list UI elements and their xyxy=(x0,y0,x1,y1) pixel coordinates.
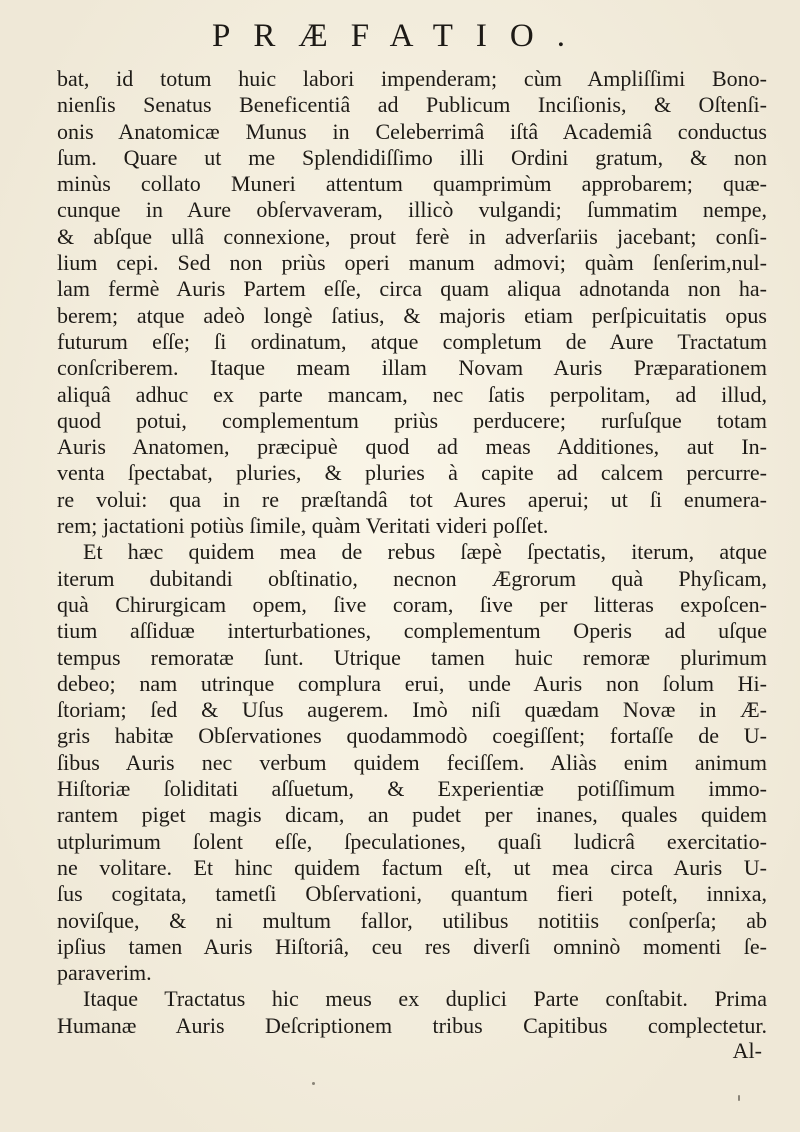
text-line: Auris Anatomen, præcipuè quod ad meas Additiones, aut In- xyxy=(57,434,767,460)
text-line: debeo; nam utrinque complura erui, unde Auris non ſolum Hi- xyxy=(57,670,767,696)
text-line: minùs collato Muneri attentum quamprimùm approbarem; quæ- xyxy=(57,171,767,197)
text-line: lium cepi. Sed non priùs operi manum admovi; quàm ſenſerim,nul- xyxy=(57,250,767,276)
text-line: iterum dubitandi obſtinatio, necnon Ægrorum quà Phyſicam, xyxy=(57,565,767,591)
text-line: rem; jactationi potiùs ſimile, quàm Veritati videri poſſet. xyxy=(57,513,549,539)
text-line: ſum. Quare ut me Splendidiſſimo illi Ordini gratum, & non xyxy=(57,144,767,170)
text-line: tium aſſiduæ interturbationes, complementum Operis ad uſque xyxy=(57,618,767,644)
text-line: ſibus Auris nec verbum quidem feciſſem. Aliàs enim animum xyxy=(57,749,767,775)
text-line: onis Anatomicæ Munus in Celeberrimâ iſtâ Academiâ conductus xyxy=(57,118,767,144)
text-line: Et hæc quidem mea de rebus ſæpè ſpectatis, iterum, atque xyxy=(83,539,767,565)
text-line: nienſis Senatus Beneficentiâ ad Publicum Inciſionis, & Oſtenſi- xyxy=(57,92,767,118)
text-line: ne volitare. Et hinc quidem factum eſt, ut mea circa Auris U- xyxy=(57,854,767,880)
text-line: Itaque Tractatus hic meus ex duplici Parte conſtabit. Prima xyxy=(83,986,767,1012)
text-line: cunque in Aure obſervaveram, illicò vulgandi; ſummatim nempe, xyxy=(57,197,767,223)
text-line: quod potui, complementum priùs perducere; rurſuſque totam xyxy=(57,407,767,433)
paper-speck xyxy=(312,1082,315,1085)
body-text xyxy=(57,66,767,1039)
text-line: gris habitæ Obſervationes quodammodò coegiſſent; fortaſſe de U- xyxy=(57,723,767,749)
text-line: ipſius tamen Auris Hiſtoriâ, ceu res diverſi omninò momenti ſe- xyxy=(57,933,767,959)
running-head: PRÆFATIO. xyxy=(211,18,588,54)
paper-speck xyxy=(738,1095,740,1101)
text-line: utplurimum ſolent eſſe, ſpeculationes, quaſi ludicrâ exercitatio- xyxy=(57,828,767,854)
text-line: conſcriberem. Itaque meam illam Novam Auris Præparationem xyxy=(57,355,767,381)
text-line: Humanæ Auris Deſcriptionem tribus Capitibus complectetur. xyxy=(57,1012,767,1038)
text-line: Hiſtoriæ ſoliditati aſſuetum, & Experientiæ potiſſimum immo- xyxy=(57,776,767,802)
text-line: bat, id totum huic labori impenderam; cùm Ampliſſimi Bono- xyxy=(57,66,767,91)
text-line: ſus cogitata, tametſi Obſervationi, quantum fieri poteſt, innixa, xyxy=(57,881,767,907)
text-line: futurum eſſe; ſi ordinatum, atque completum de Aure Tractatum xyxy=(57,328,767,354)
text-line: re volui: qua in re præſtandâ tot Aures aperui; ut ſi enumera- xyxy=(57,486,767,512)
text-line: rantem piget magis dicam, an pudet per inanes, quales quidem xyxy=(57,802,767,828)
text-line: quà Chirurgicam opem, ſive coram, ſive per litteras expoſcen- xyxy=(57,591,767,617)
text-line: ſtoriam; ſed & Uſus augerem. Imò niſi quædam Novæ in Æ- xyxy=(57,697,767,723)
catchword: Al- xyxy=(732,1038,762,1063)
text-line: venta ſpectabat, pluries, & pluries à capite ad calcem percurre- xyxy=(57,460,767,486)
text-line: & abſque ullâ connexione, prout ferè in adverſariis jacebant; conſi- xyxy=(57,223,767,249)
text-line: tempus remoratæ ſunt. Utrique tamen huic remoræ plurimum xyxy=(57,644,767,670)
text-line: lam fermè Auris Partem eſſe, circa quam aliqua adnotanda non ha- xyxy=(57,276,767,302)
text-line: berem; atque adeò longè ſatius, & majoris etiam perſpicuitatis opus xyxy=(57,302,767,328)
text-line: noviſque, & ni multum fallor, utilibus notitiis conſperſa; ab xyxy=(57,907,767,933)
text-line: aliquâ adhuc ex parte mancam, nec ſatis perpolitam, ad illud, xyxy=(57,381,767,407)
text-line: paraverim. xyxy=(57,960,152,986)
